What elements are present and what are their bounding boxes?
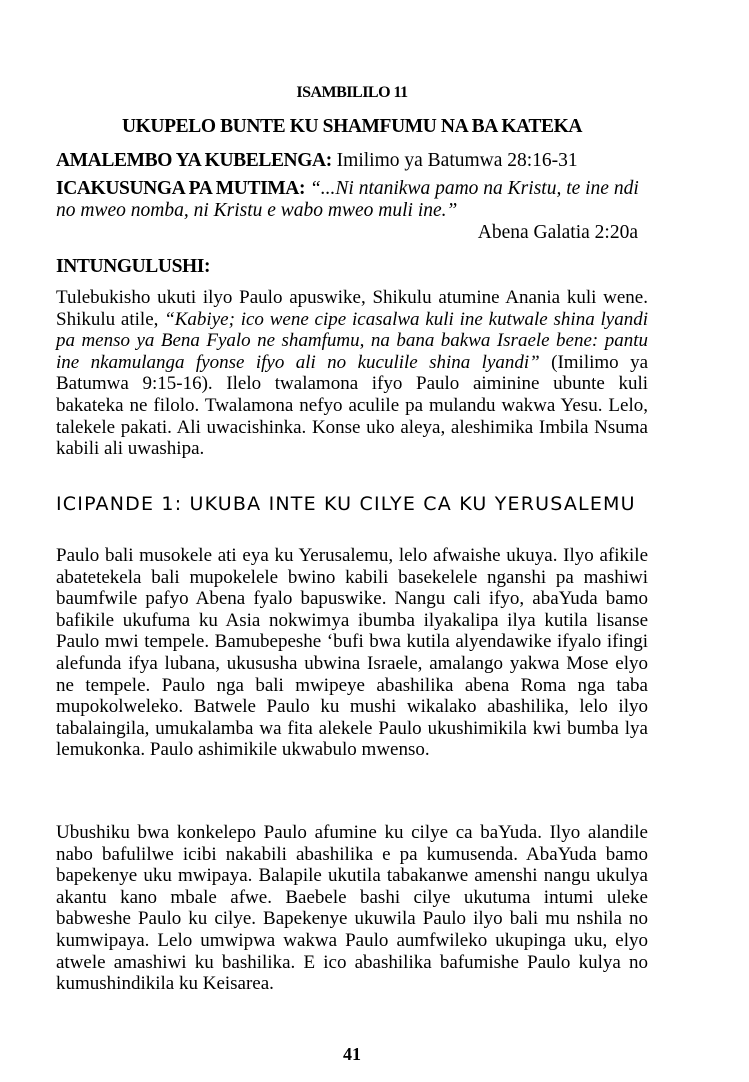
page-number: 41 <box>343 1044 361 1064</box>
intro-text-before: Tulebukisho ukuti ilyo Paulo apuswike, Shikulu atumine Anania kuli wene. Shikulu atile, <box>56 287 648 330</box>
memory-label: ICAKUSUNGA PA MUTIMA: <box>56 178 306 199</box>
intro-paragraph <box>56 287 648 460</box>
memory-reference: Abena Galatia 2:20a <box>477 222 638 243</box>
memory-text: “...Ni ntanikwa pamo na Kristu, te ine ndi no mweo nomba, ni Kristu e wabo mweo muli ine.” <box>56 178 639 221</box>
lesson-title: UKUPELO BUNTE KU SHAMFUMU NA BA KATEKA <box>121 116 583 137</box>
body-paragraph-1: Paulo bali musokele ati eya ku Yerusalemu, lelo afwaishe ukuya. Ilyo afikile abatetekela bali mupokelele bwino kabili basekelele nganshi pa mashiwi baumfwile pafyo Abena fyalo bapuswike. Nangu cali ifyo, abaYuda bamo bafikile ukufuma ku Asia nokwimya ibumba ilyakalipa ilya kutila lisanse Paulo mwi tempele. Bamubepeshe ‘bufi bwa kutila alyendawike ifyalo ifingi alefunda ifya lubana, ukususha ubwina Israele, amalango yakwa Mose elyo ne tempele. Paulo nga bali mwipeye abashilika abena Roma nga taba mupokolweleko. Batwele Paulo ku mushi wikalako abashilika, lelo ilyo tabalaingila, umukalamba wa fita alekele Paulo ukushimikila kwi bumba lya lemukonka. Paulo ashimikile ukwabulo mwenso. <box>56 545 648 761</box>
reading-line <box>56 150 648 172</box>
intro-text-after: (Imilimo ya Batumwa 9:15-16). Ilelo twalamona ifyo Paulo aiminine ubunte kuli bakateka ne filolo. Twalamona nefyo aculile pa mulandu wakwa Yesu. Lelo, talekele pakati. Ali uwacishinka. Konse uko aleya, aleshimika Imbila Nsuma kabili ali uwashipa. <box>56 351 648 460</box>
reading-text: Imilimo ya Batumwa 28:16-31 <box>331 150 578 171</box>
memory-verse <box>56 178 648 222</box>
reading-label: AMALEMBO YA KUBELENGA: <box>56 150 332 171</box>
body-paragraph-2: Ubushiku bwa konkelepo Paulo afumine ku cilye ca baYuda. Ilyo alandile nabo bafulilwe icibi nakabili abashilika e pa kumusenda. AbaYuda bamo bapekenye uku mwipaya. Balapile ukutila tabakanwe amenshi nangu ukulya akantu kano mbale afwe. Baebele bashi cilye ukutuma intumi uleke babweshe Paulo ku cilye. Bapekenye ukuwila Paulo ilyo bali mu nshila no kumwipaya. Lelo umwipwa wakwa Paulo aumfwileko ukupinga uku, elyo atwele amashiwi ku bashilika. E ico abashilika bafumishe Paulo kulya no kumushindikila ku Keisarea. <box>56 822 648 995</box>
intro-quote: “Kabiye; ico wene cipe icasalwa kuli ine kutwale shina lyandi pa menso ya Bena Fyalo ne shamfumu, na bana bakwa Israele bene: pantu ine nkamulanga fyonse ifyo ali no kuculile shina lyandi” <box>56 308 649 373</box>
intro-heading: INTUNGULUSHI: <box>56 256 211 277</box>
lesson-label: ISAMBILILO 11 <box>296 84 408 101</box>
section-heading: ICIPANDE 1: UKUBA INTE KU CILYE CA KU YERUSALEMU <box>56 493 636 515</box>
